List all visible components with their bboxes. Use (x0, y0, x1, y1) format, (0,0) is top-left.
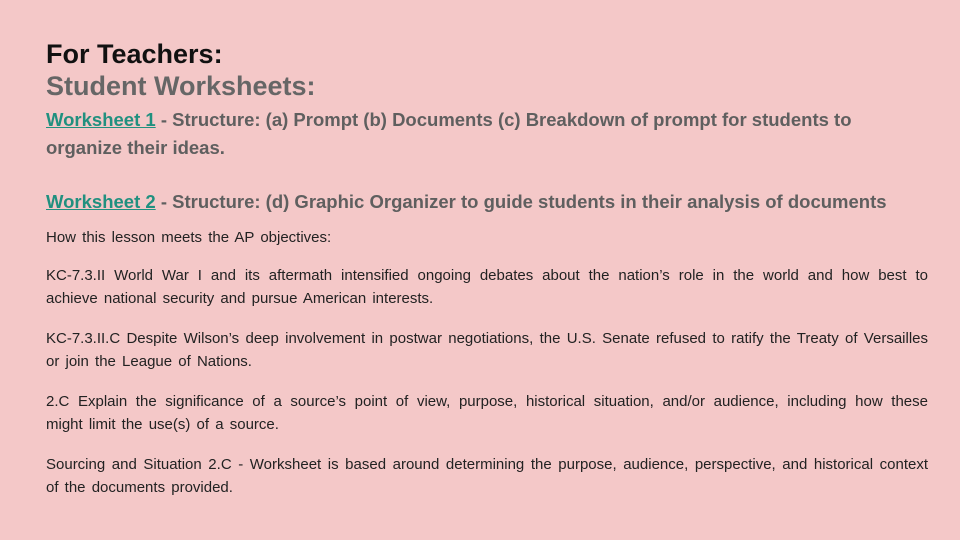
worksheet-2-description: - Structure: (d) Graphic Organizer to guide students in their analysis of documents (155, 191, 887, 212)
worksheet-2-link[interactable]: Worksheet 2 (46, 191, 156, 212)
slide-title: For Teachers: (46, 39, 223, 69)
worksheet-1-link[interactable]: Worksheet 1 (46, 109, 156, 130)
slide-content (46, 38, 928, 516)
worksheet-1-line (46, 106, 928, 162)
ap-objectives-intro: How this lesson meets the AP objectives: (46, 229, 332, 246)
objective-paragraph-2-c: 2.C Explain the significance of a source’s point of view, purpose, historical situation, and/or audience, including how these might limit the use(s) of a source. (46, 392, 928, 433)
objective-paragraph-sourcing: Sourcing and Situation 2.C - Worksheet is based around determining the purpose, audience, perspective, and historical context of the documents provided. (46, 455, 928, 496)
objective-paragraph-kc-7-3-ii-c: KC-7.3.II.C Despite Wilson’s deep involvement in postwar negotiations, the U.S. Senate refused to ratify the Treaty of Versailles or join the League of Nations. (46, 329, 928, 370)
spacer (46, 162, 928, 188)
slide-subtitle: Student Worksheets: (46, 71, 316, 101)
objective-paragraph-kc-7-3-ii: KC-7.3.II World War I and its aftermath intensified ongoing debates about the nation’s role in the world and how best to achieve national security and pursue American interests. (46, 266, 928, 307)
worksheet-2-line (46, 188, 928, 216)
worksheet-1-description: - Structure: (a) Prompt (b) Documents (c) Breakdown of prompt for students to organize their ideas. (46, 109, 852, 158)
